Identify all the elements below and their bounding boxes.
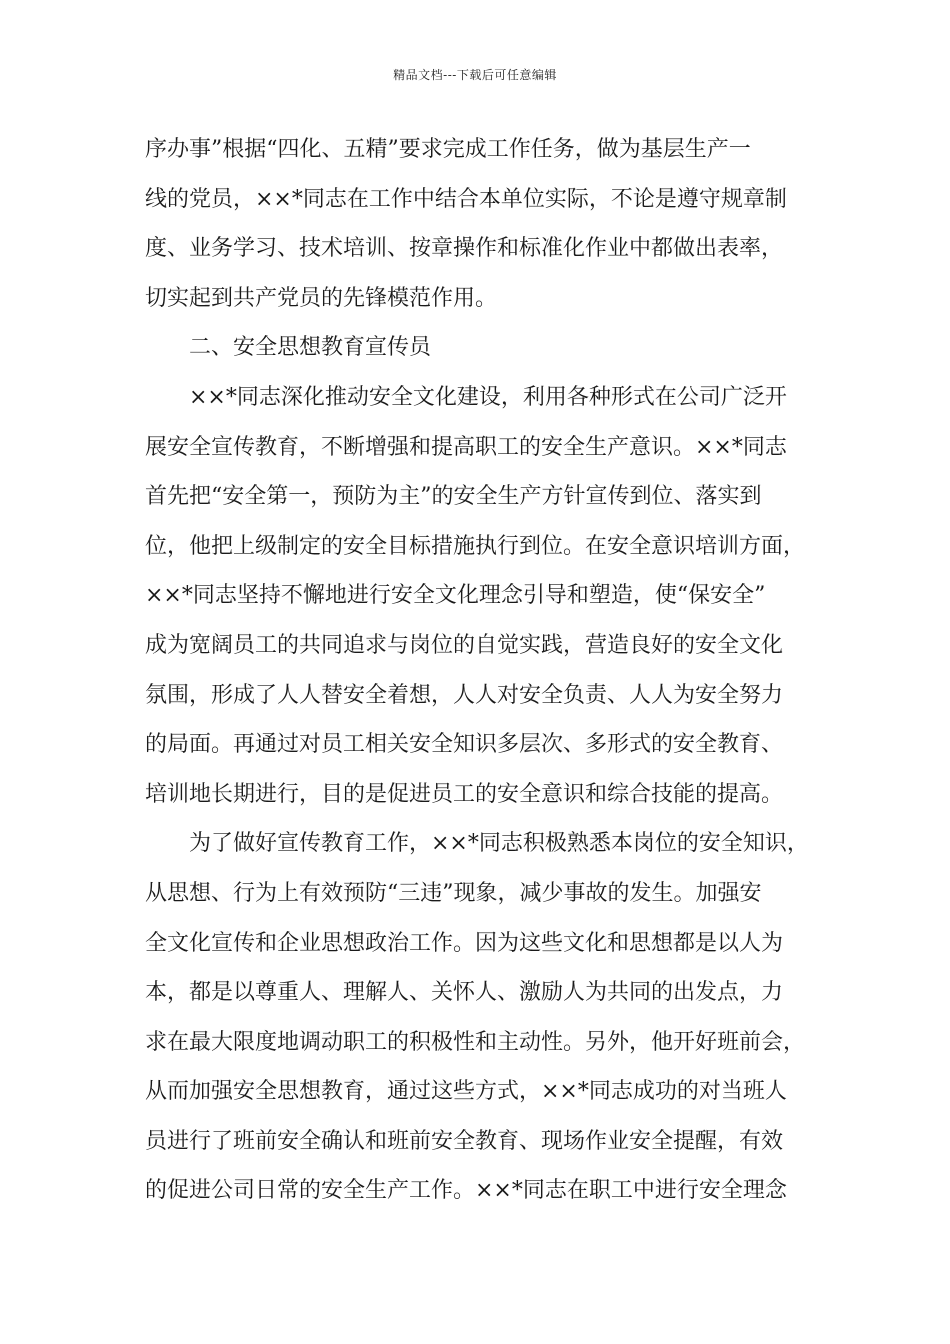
text-line: 位，他把上级制定的安全目标措施执行到位。在安全意识培训方面， <box>145 533 806 559</box>
text-line: 展安全宣传教育，不断增强和提高职工的安全生产意识。××*同志 <box>145 434 787 460</box>
text-line: 线的党员，××*同志在工作中结合本单位实际，不论是遵守规章制 <box>145 186 787 212</box>
text-line: 成为宽阔员工的共同追求与岗位的自觉实践，营造良好的安全文化 <box>145 632 784 658</box>
text-line: ××*同志坚持不懈地进行安全文化理念引导和塑造，使“保安全” <box>145 583 766 609</box>
document-body <box>145 125 810 1216</box>
text-line: 的促进公司日常的安全生产工作。××*同志在职工中进行安全理念 <box>145 1178 787 1204</box>
text-line: 培训地长期进行，目的是促进员工的安全意识和综合技能的提高。 <box>145 781 784 807</box>
text-line: 员进行了班前安全确认和班前安全教育、现场作业安全提醒，有效 <box>145 1128 784 1154</box>
text-line: 全文化宣传和企业思想政治工作。因为这些文化和思想都是以人为 <box>145 930 784 956</box>
text-line: 为了做好宣传教育工作，××*同志积极熟悉本岗位的安全知识， <box>189 831 809 857</box>
page-header: 精品文档---下载后可任意编辑 <box>393 68 557 82</box>
text-line: 度、业务学习、技术培训、按章操作和标准化作业中都做出表率， <box>145 236 784 262</box>
text-line: 二、安全思想教育宣传员 <box>189 335 432 361</box>
text-line: ××*同志深化推动安全文化建设，利用各种形式在公司广泛开 <box>189 384 787 410</box>
text-line: 首先把“安全第一，预防为主”的安全生产方针宣传到位、落实到 <box>145 484 762 510</box>
text-line: 从而加强安全思想教育，通过这些方式，××*同志成功的对当班人 <box>145 1079 787 1105</box>
text-line: 序办事”根据“四化、五精”要求完成工作任务，做为基层生产一 <box>145 137 751 162</box>
text-line: 求在最大限度地调动职工的积极性和主动性。另外，他开好班前会， <box>145 1029 806 1055</box>
text-line: 的局面。再通过对员工相关安全知识多层次、多形式的安全教育、 <box>145 732 784 758</box>
text-line: 本，都是以尊重人、理解人、关怀人、激励人为共同的出发点，力 <box>145 980 784 1006</box>
text-line: 氛围，形成了人人替安全着想，人人对安全负责、人人为安全努力 <box>145 682 784 708</box>
text-line: 从思想、行为上有效预防“三违”现象，减少事故的发生。加强安 <box>145 880 762 906</box>
text-line: 切实起到共产党员的先锋模范作用。 <box>145 285 498 311</box>
